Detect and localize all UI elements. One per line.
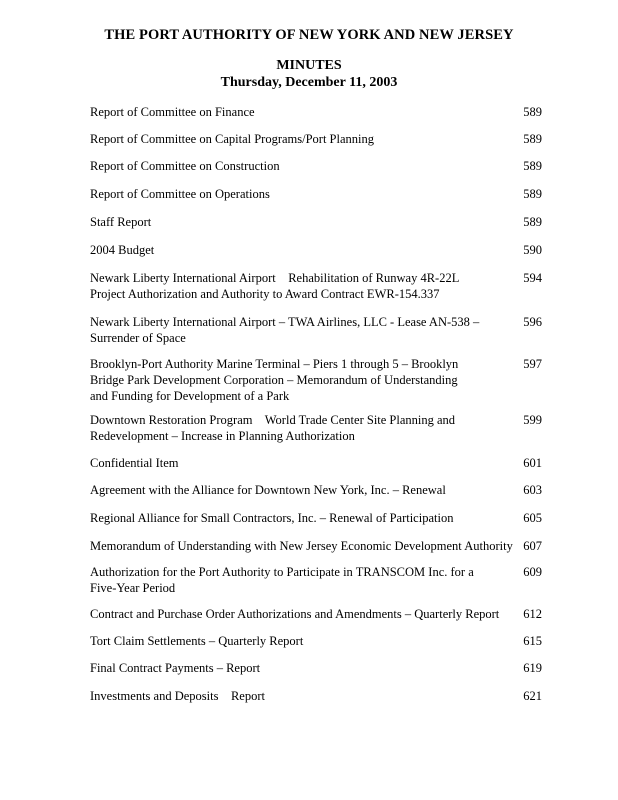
toc-entry-title — [90, 131, 510, 147]
toc-entry-line: Newark Liberty International Airport – TWA Airlines, LLC - Lease AN-538 – — [90, 315, 480, 329]
toc-entry-title — [90, 538, 513, 554]
toc-entry-page-number: 612 — [523, 607, 542, 621]
toc-entry-line: Report of Committee on Finance — [90, 105, 255, 119]
toc-entry-page-number: 590 — [523, 243, 542, 257]
toc-entry-line: Report of Committee on Operations — [90, 187, 270, 201]
toc-entry — [90, 214, 542, 230]
toc-entry-line: and Funding for Development of a Park — [90, 389, 290, 403]
toc-entry-line: Contract and Purchase Order Authorizations and Amendments – Quarterly Report — [90, 607, 500, 621]
toc-entry — [90, 510, 542, 526]
toc-entry-title — [90, 606, 510, 622]
toc-entry — [90, 688, 542, 704]
toc-entry — [90, 186, 542, 202]
toc-entry-line: Newark Liberty International Airport Rehabilitation of Runway 4R-22L — [90, 271, 460, 285]
toc-entry — [90, 314, 542, 346]
toc-entry-line: Regional Alliance for Small Contractors, Inc. – Renewal of Participation — [90, 511, 454, 525]
toc-entry-line: Final Contract Payments – Report — [90, 661, 261, 675]
toc-entry-page-number: 599 — [523, 413, 542, 427]
toc-entry-page-number: 589 — [523, 105, 542, 119]
toc-entry-line: Report of Committee on Capital Programs/Port Planning — [90, 132, 375, 146]
toc-entry-page-number: 601 — [523, 456, 542, 470]
toc-entry-page-number: 594 — [523, 271, 542, 285]
toc-entry-title — [90, 510, 510, 526]
toc-entry-line: Tort Claim Settlements – Quarterly Report — [90, 634, 304, 648]
toc-entry — [90, 538, 542, 554]
toc-entry-page-number: 615 — [523, 634, 542, 648]
toc-entry-page-number: 589 — [523, 132, 542, 146]
toc-entry-title — [90, 633, 510, 649]
toc-entry-title — [90, 314, 510, 346]
toc-entry-line: Brooklyn-Port Authority Marine Terminal – Piers 1 through 5 – Brooklyn — [90, 357, 459, 371]
document-type: MINUTES — [276, 58, 342, 73]
toc-entry-line: Agreement with the Alliance for Downtown New York, Inc. – Renewal — [90, 483, 446, 497]
toc-entry-title — [90, 104, 510, 120]
toc-entry — [90, 606, 542, 622]
toc-entry — [90, 660, 542, 676]
toc-entry-title — [90, 660, 510, 676]
toc-entry-line: Redevelopment – Increase in Planning Authorization — [90, 429, 355, 443]
toc-entry-page-number: 589 — [523, 215, 542, 229]
toc-entry-line: Investments and Deposits Report — [90, 689, 265, 703]
toc-entry-title — [90, 356, 510, 404]
meeting-date: Thursday, December 11, 2003 — [220, 75, 398, 90]
toc-entry-title — [90, 158, 510, 174]
toc-entry-page-number: 605 — [523, 511, 542, 525]
toc-entry — [90, 455, 542, 471]
toc-entry-page-number: 619 — [523, 661, 542, 675]
toc-entry — [90, 564, 542, 596]
toc-entry — [90, 356, 542, 404]
toc-entry-title — [90, 242, 510, 258]
toc-entry-line: Memorandum of Understanding with New Jersey Economic Development Authority — [90, 539, 513, 553]
toc-entry-line: Staff Report — [90, 215, 152, 229]
toc-entry — [90, 482, 542, 498]
toc-entry-title — [90, 455, 510, 471]
toc-entry-title — [90, 564, 510, 596]
toc-entry-line: Bridge Park Development Corporation – Memorandum of Understanding — [90, 373, 458, 387]
organization-title: THE PORT AUTHORITY OF NEW YORK AND NEW JERSEY — [104, 27, 514, 43]
toc-entry-line: Five-Year Period — [90, 581, 176, 595]
toc-entry — [90, 270, 542, 302]
toc-entry — [90, 158, 542, 174]
toc-entry-title — [90, 412, 510, 444]
toc-entry-title — [90, 270, 510, 302]
toc-entry — [90, 633, 542, 649]
toc-entry-line: Project Authorization and Authority to Award Contract EWR-154.337 — [90, 287, 440, 301]
toc-entry-line: Confidential Item — [90, 456, 179, 470]
toc-entry-page-number: 607 — [523, 539, 542, 553]
toc-entry-line: Downtown Restoration Program World Trade Center Site Planning and — [90, 413, 456, 427]
toc-entry-page-number: 589 — [523, 159, 542, 173]
toc-entry-page-number: 596 — [523, 315, 542, 329]
toc-entry-title — [90, 214, 510, 230]
toc-entry-line: Surrender of Space — [90, 331, 186, 345]
toc-entry-page-number: 589 — [523, 187, 542, 201]
toc-entry — [90, 131, 542, 147]
toc-entry-title — [90, 688, 510, 704]
toc-entry-line: Authorization for the Port Authority to Participate in TRANSCOM Inc. for a — [90, 565, 474, 579]
toc-entry-line: 2004 Budget — [90, 243, 155, 257]
toc-entry-page-number: 609 — [523, 565, 542, 579]
toc-entry-page-number: 621 — [523, 689, 542, 703]
toc-entry-page-number: 603 — [523, 483, 542, 497]
toc-entry-title — [90, 186, 510, 202]
toc-entry-line: Report of Committee on Construction — [90, 159, 280, 173]
toc-entry — [90, 412, 542, 444]
toc-entry-title — [90, 482, 510, 498]
toc-entry — [90, 104, 542, 120]
toc-entry — [90, 242, 542, 258]
toc-entry-page-number: 597 — [523, 357, 542, 371]
